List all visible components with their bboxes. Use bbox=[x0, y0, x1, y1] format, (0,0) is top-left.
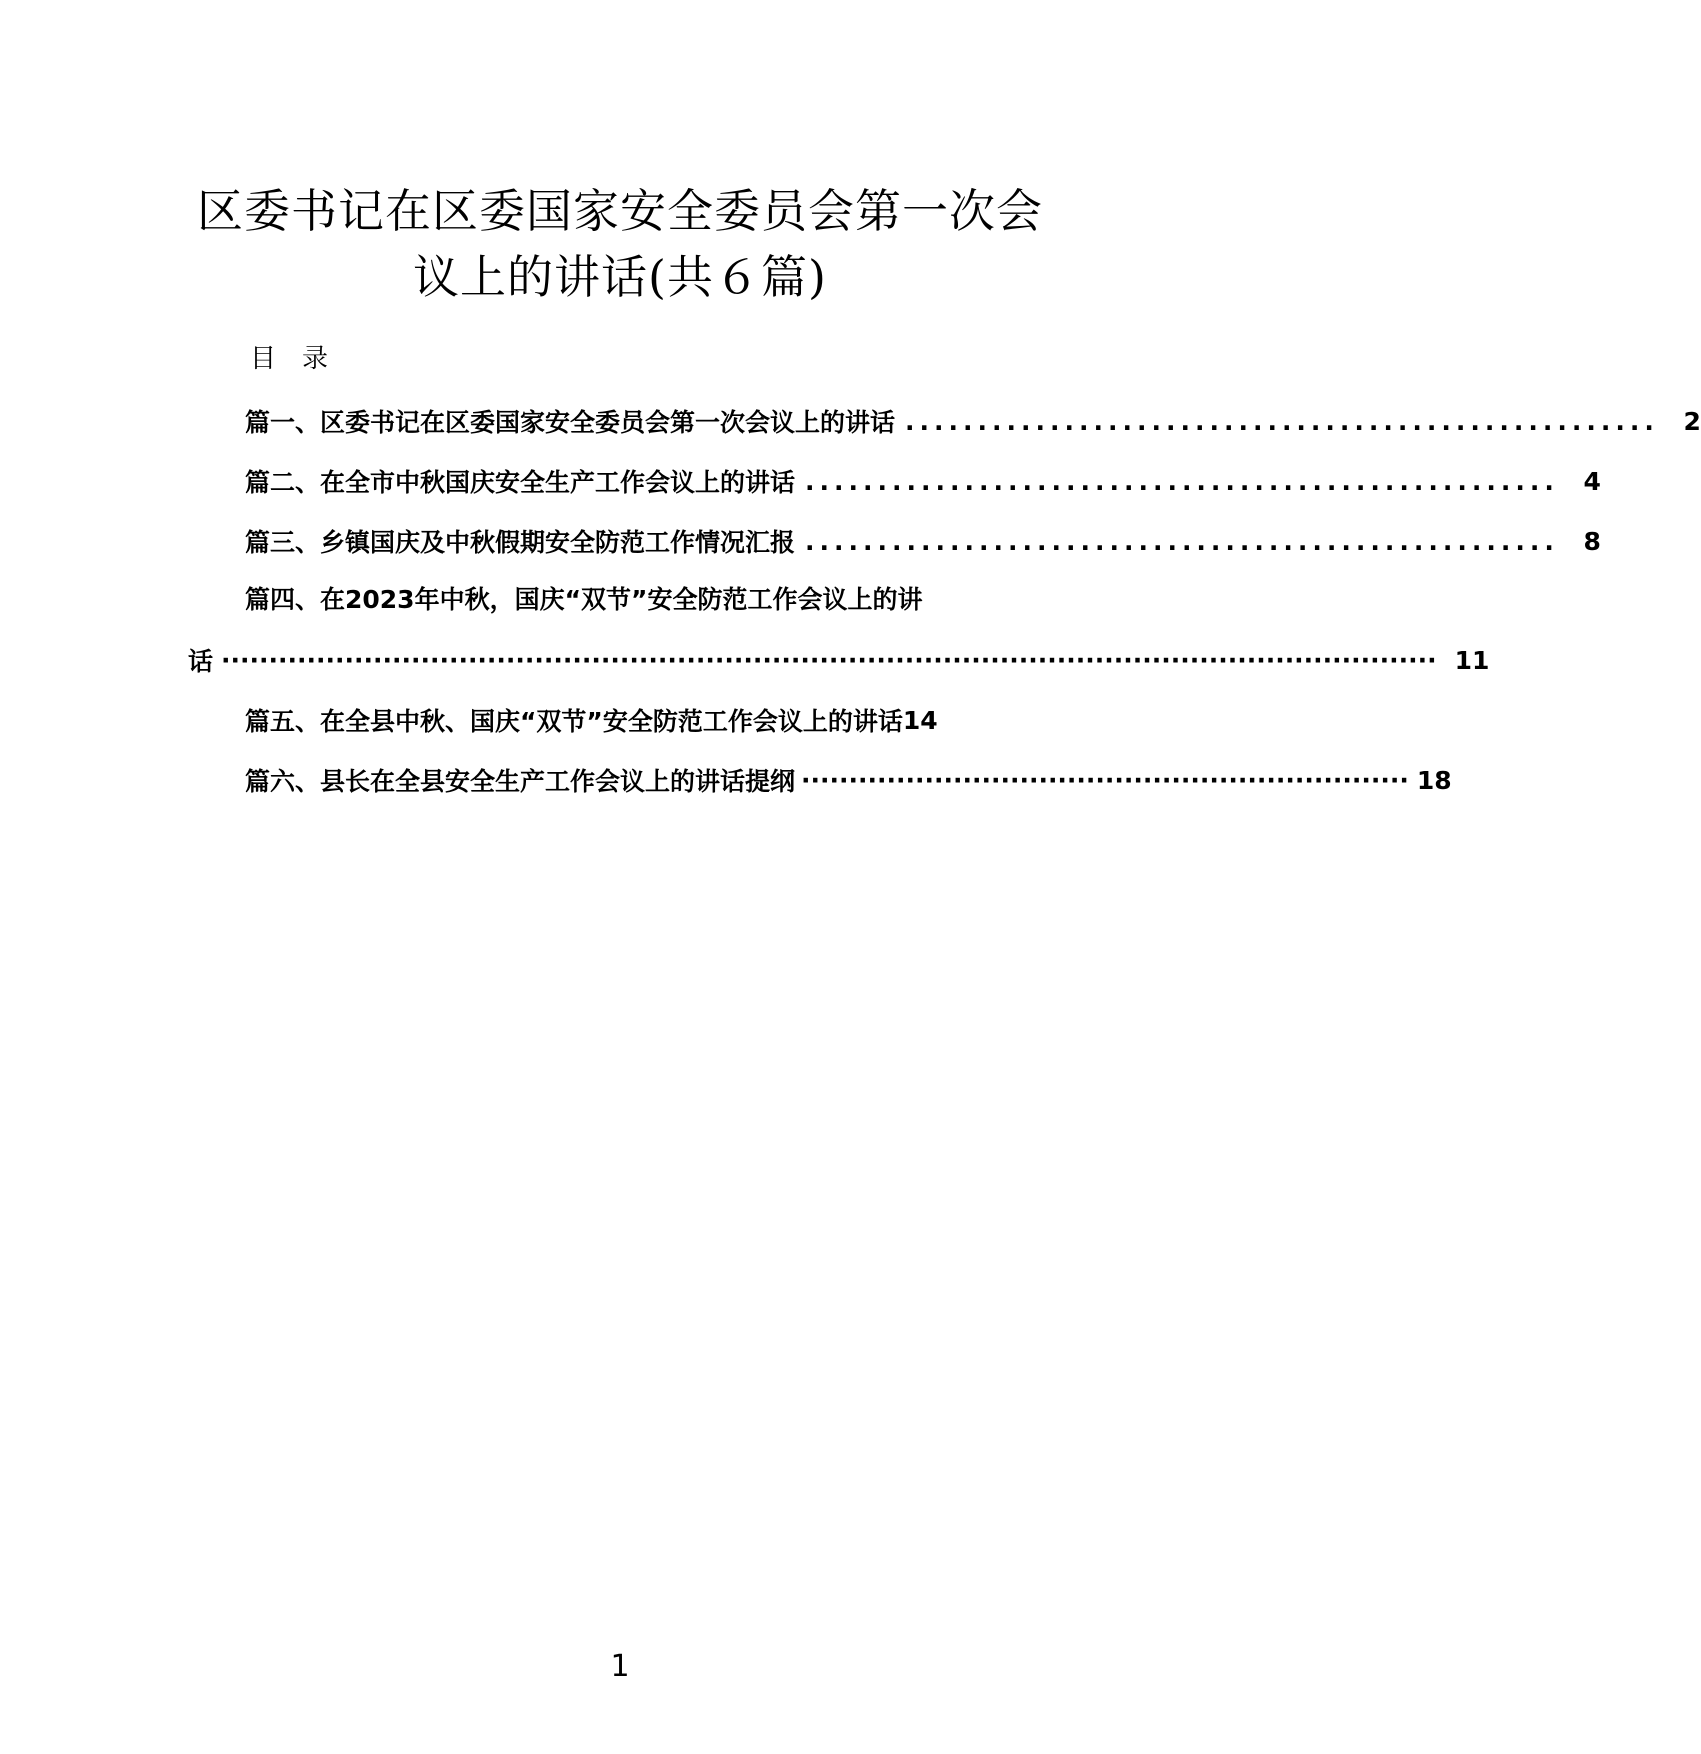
toc-leader: .................................................... bbox=[805, 526, 1559, 556]
toc-leader: .................................................... bbox=[805, 466, 1559, 496]
toc-entry-label: 篇六、县长在全县安全生产工作会议上的讲话提纲 bbox=[245, 767, 796, 796]
title-line-1: 区委书记在区委国家安全委员会第一次会 bbox=[197, 184, 1043, 238]
toc-entry-2[interactable] bbox=[245, 463, 1601, 499]
title-line-2: 议上的讲话(共６篇) bbox=[413, 250, 827, 304]
toc-entry-page: 2 bbox=[1683, 406, 1701, 436]
toc-entry-4-continued[interactable] bbox=[188, 642, 1490, 678]
toc-entry-3[interactable] bbox=[245, 523, 1601, 559]
toc-entry-label: 篇一、区委书记在区委国家安全委员会第一次会议上的讲话 bbox=[245, 408, 896, 437]
page-number: 1 bbox=[610, 1649, 630, 1684]
toc-entry-label: 篇三、乡镇国庆及中秋假期安全防范工作情况汇报 bbox=[245, 528, 796, 557]
toc-entry-page: 18 bbox=[1416, 765, 1452, 795]
toc-entry-label: 话 bbox=[188, 647, 214, 676]
toc-entry-page: 11 bbox=[1454, 645, 1490, 675]
toc-leader: .................................................... bbox=[905, 406, 1659, 436]
toc-entry-1[interactable] bbox=[245, 403, 1701, 439]
toc-entry-6[interactable] bbox=[245, 762, 1452, 798]
toc-entry-page: 8 bbox=[1583, 526, 1601, 556]
toc-entry-label: 篇五、在全县中秋、国庆“双节”安全防范工作会议上的讲话 bbox=[245, 707, 903, 736]
toc-entry-page: 4 bbox=[1583, 466, 1601, 496]
toc-leader: ································································ bbox=[801, 765, 1409, 795]
toc-leader: ································································································································ bbox=[221, 645, 1437, 675]
toc-entry-page: 14 bbox=[902, 705, 938, 735]
toc-entry-5[interactable] bbox=[245, 702, 1075, 738]
toc-entry-label: 篇二、在全市中秋国庆安全生产工作会议上的讲话 bbox=[245, 468, 796, 497]
toc-entry-4[interactable]: 篇四、在2023年中秋，国庆“双节”安全防范工作会议上的讲 bbox=[245, 585, 923, 614]
toc-heading: 目 录 bbox=[250, 344, 329, 374]
